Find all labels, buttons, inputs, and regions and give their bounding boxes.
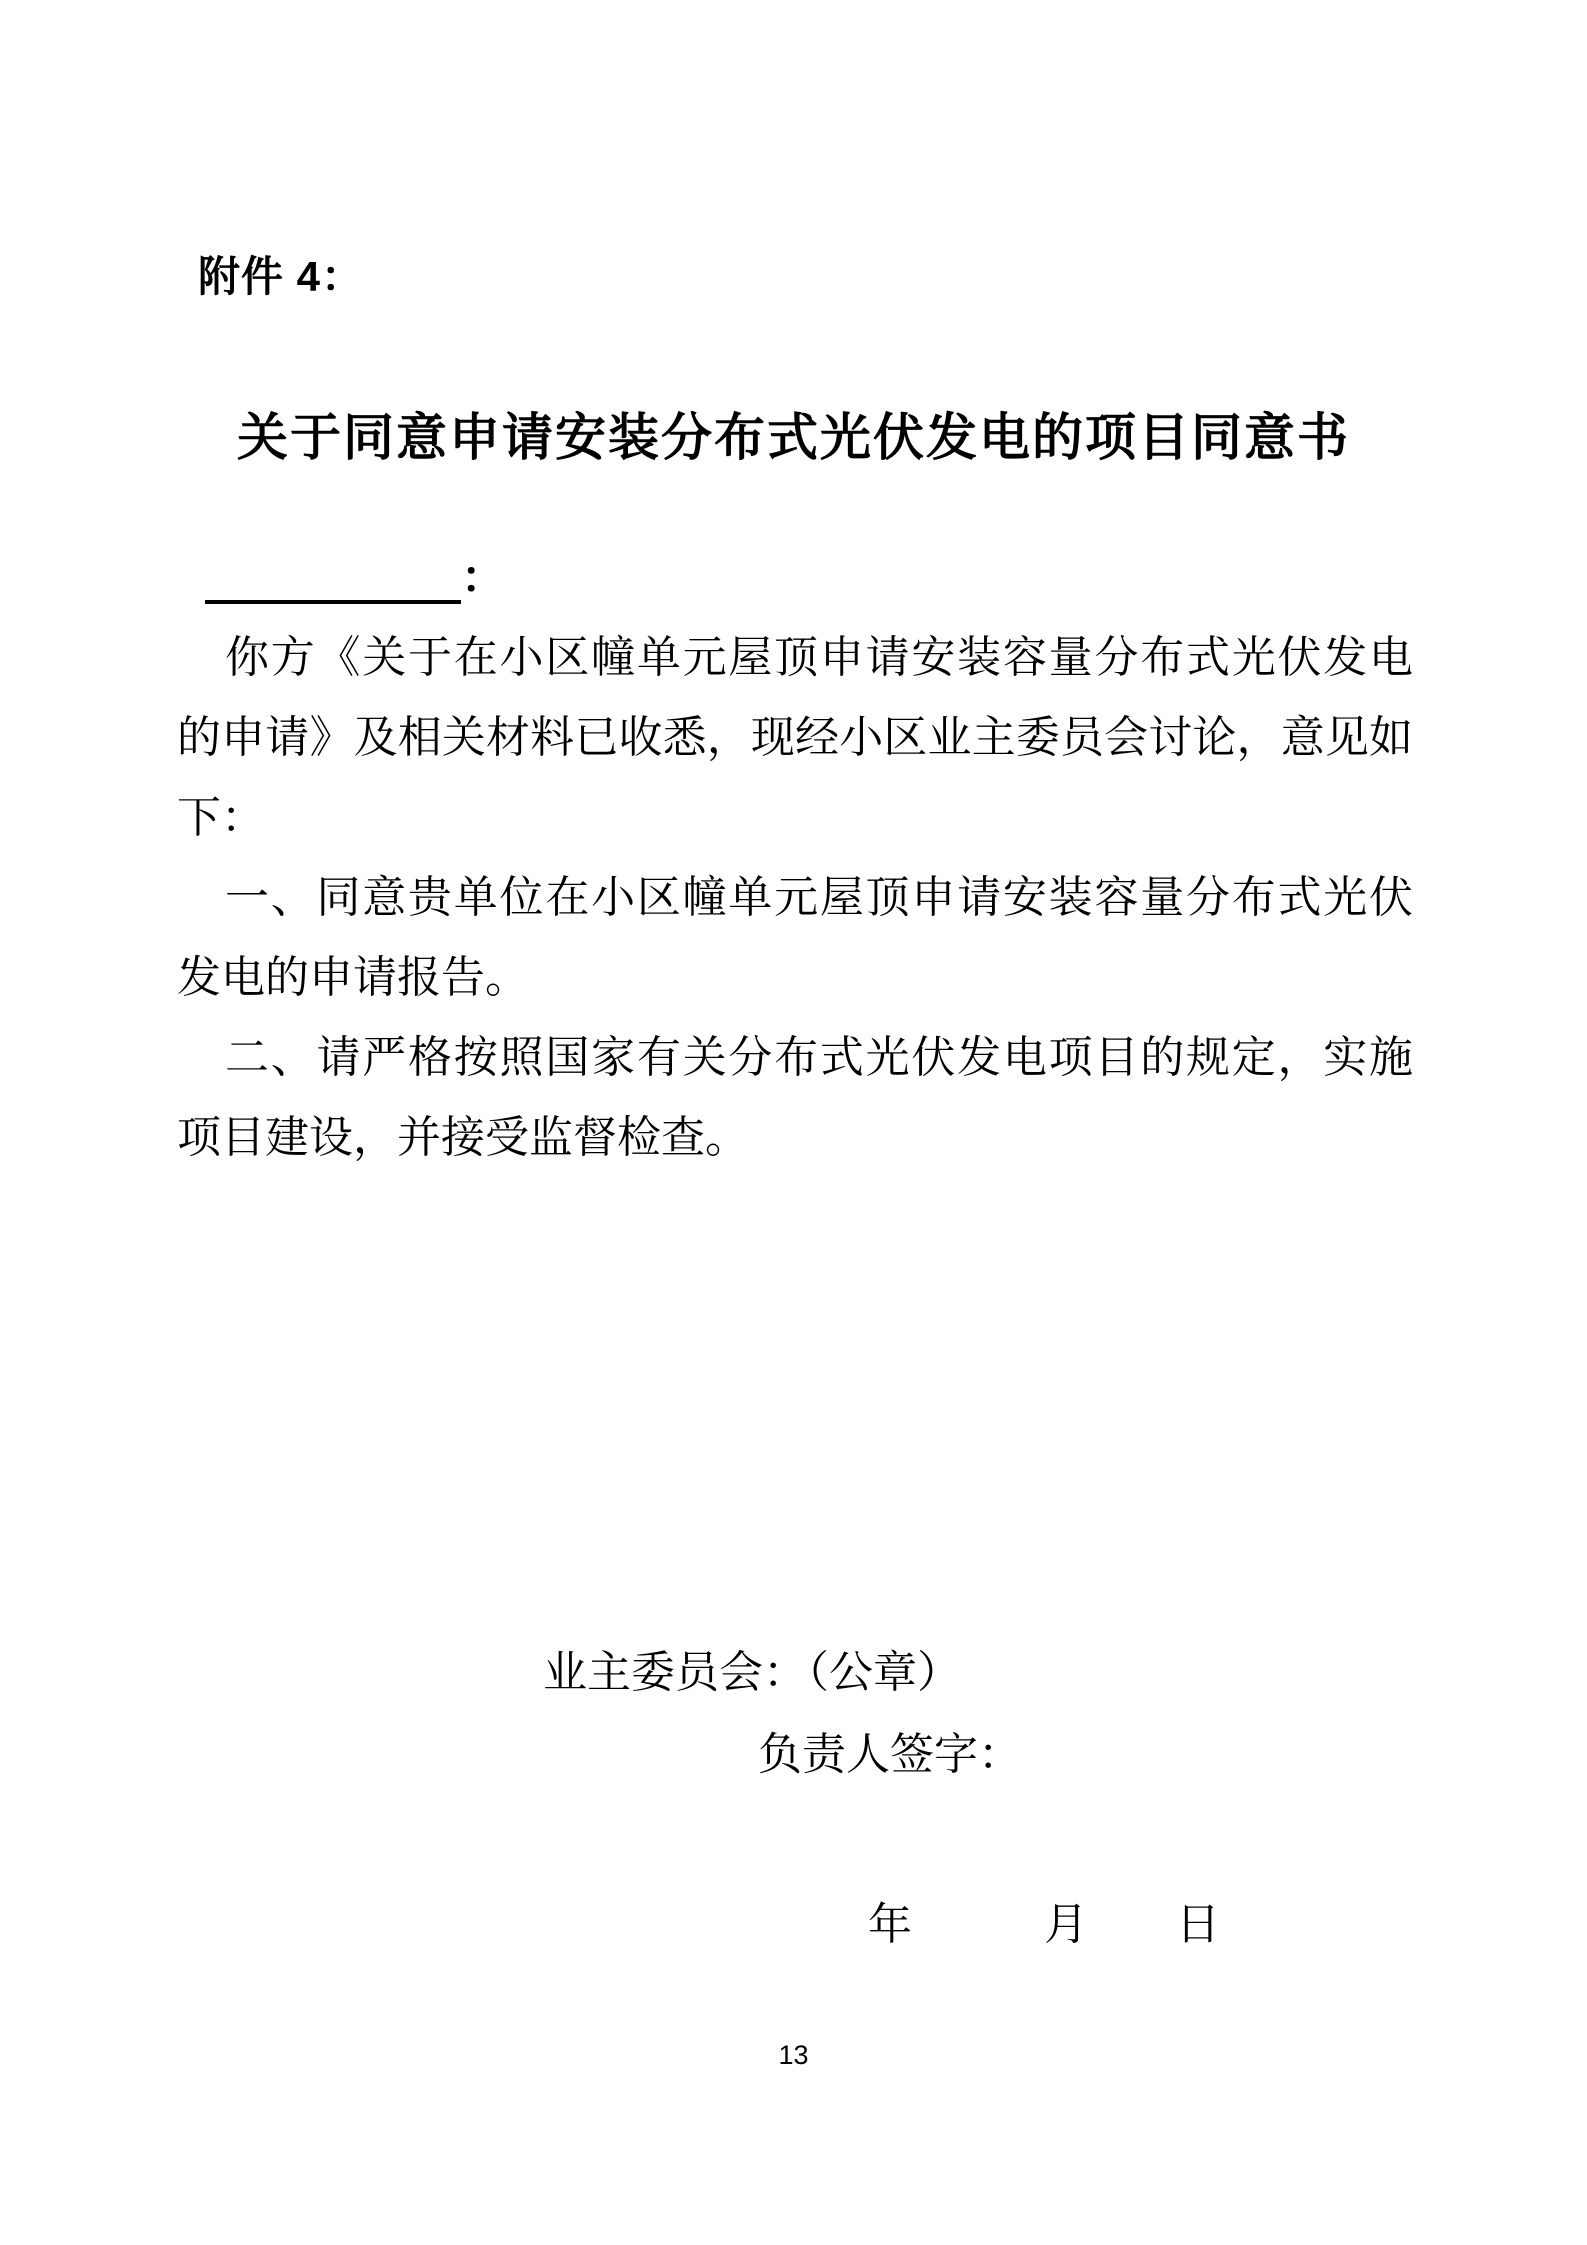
addressee-colon: ： [461,553,505,602]
signer-signature-line: 负责人签字： [758,1730,1022,1779]
attachment-label: 附件 4： [198,253,365,300]
body-line: 下： [177,793,265,842]
body-line: 一、同意贵单位在小区幢单元屋顶申请安装容量分布式光伏 [225,873,1413,922]
committee-seal-line: 业主委员会：（公章） [543,1648,961,1697]
date-line: 年 月 日 [868,1900,1220,1949]
addressee-blank-line [205,554,461,604]
body-text [177,618,1413,1178]
body-line: 的申请》及相关材料已收悉，现经小区业主委员会讨论，意见如 [177,713,1413,762]
page-number: 13 [778,2040,809,2070]
body-line: 二、请严格按照国家有关分布式光伏发电项目的规定，实施 [225,1033,1413,1082]
body-line: 你方《关于在小区幢单元屋顶申请安装容量分布式光伏发电 [225,633,1413,682]
body-line: 项目建设，并接受监督检查。 [177,1113,749,1162]
body-line: 发电的申请报告。 [177,953,529,1002]
addressee-line [205,552,505,612]
document-title: 关于同意申请安装分布式光伏发电的项目同意书 [236,409,1350,466]
